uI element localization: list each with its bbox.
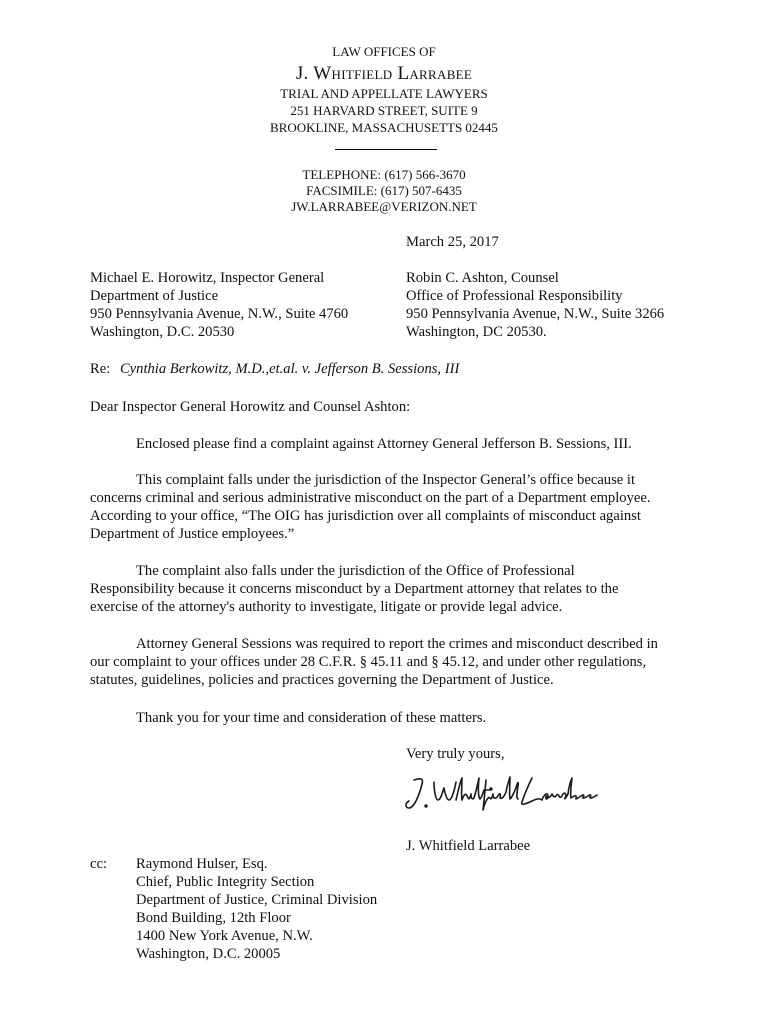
cc-line: Raymond Hulser, Esq. <box>136 856 268 872</box>
cc-line: Washington, D.C. 20005 <box>136 946 281 962</box>
body-paragraph <box>90 709 690 727</box>
re-label: Re: <box>90 361 111 377</box>
paragraph-line: According to your office, “The OIG has jurisdiction over all complaints of misconduct against <box>90 508 641 524</box>
paragraph-line: Responsibility because it concerns misconduct by a Department attorney that relates to the <box>90 581 619 597</box>
recipient-left-line: Washington, D.C. 20530 <box>90 324 235 340</box>
body-paragraph <box>90 471 690 543</box>
recipient-left-line: Department of Justice <box>90 288 219 304</box>
signatory-name: J. Whitfield Larrabee <box>406 838 531 854</box>
firm-email[interactable] <box>0 199 768 215</box>
recipient-left-line: 950 Pennsylvania Avenue, N.W., Suite 4760 <box>90 306 349 322</box>
email-link[interactable]: JW.LARRABEE@VERIZON.NET <box>291 199 477 214</box>
recipient-right-line: Robin C. Ashton, Counsel <box>406 270 559 286</box>
paragraph-line: Department of Justice employees.” <box>90 526 295 542</box>
cc-line: Department of Justice, Criminal Division <box>136 892 378 908</box>
recipient-left <box>90 269 348 341</box>
firm-subtitle: TRIAL AND APPELLATE LAWYERS <box>280 86 488 101</box>
firm-city: BROOKLINE, MASSACHUSETTS 02445 <box>270 120 498 135</box>
closing: Very truly yours, <box>406 746 505 762</box>
cc-label: cc: <box>90 856 108 872</box>
paragraph-line: Enclosed please find a complaint against Attorney General Jefferson B. Sessions, III. <box>136 436 632 452</box>
body-paragraph <box>90 562 690 616</box>
letterhead-divider <box>335 149 437 150</box>
signature-drawing <box>400 768 600 818</box>
firm-street: 251 HARVARD STREET, SUITE 9 <box>290 103 478 118</box>
recipient-right-line: Office of Professional Responsibility <box>406 288 623 304</box>
cc-line: Bond Building, 12th Floor <box>136 910 291 926</box>
paragraph-line: Attorney General Sessions was required to report the crimes and misconduct described in <box>136 636 658 652</box>
cc-address <box>136 855 377 963</box>
paragraph-line: The complaint also falls under the jurisdiction of the Office of Professional <box>136 563 575 579</box>
re-line <box>90 360 459 378</box>
recipient-right <box>406 269 664 341</box>
recipient-right-line: 950 Pennsylvania Avenue, N.W., Suite 3266 <box>406 306 665 322</box>
salutation: Dear Inspector General Horowitz and Counsel Ashton: <box>90 399 411 415</box>
paragraph-line: our complaint to your offices under 28 C.F.R. § 45.11 and § 45.12, and under other regulations, <box>90 654 647 670</box>
body-paragraph <box>90 635 690 689</box>
recipient-right-line: Washington, DC 20530. <box>406 324 547 340</box>
re-case: Cynthia Berkowitz, M.D.,et.al. v. Jefferson B. Sessions, III <box>119 361 460 377</box>
law-offices-label: LAW OFFICES OF <box>332 44 436 59</box>
letter-date: March 25, 2017 <box>406 234 499 250</box>
firm-facsimile: FACSIMILE: (617) 507-6435 <box>306 183 462 198</box>
cc-line: 1400 New York Avenue, N.W. <box>136 928 313 944</box>
recipient-left-line: Michael E. Horowitz, Inspector General <box>90 270 325 286</box>
body-paragraph <box>90 435 690 453</box>
paragraph-line: This complaint falls under the jurisdiction of the Inspector General’s office because it <box>136 472 636 488</box>
paragraph-line: exercise of the attorney's authority to investigate, litigate or provide legal advice. <box>90 599 563 615</box>
signature-image <box>400 768 600 818</box>
paragraph-line: Thank you for your time and consideration of these matters. <box>136 710 487 726</box>
paragraph-line: statutes, guidelines, policies and practices governing the Department of Justice. <box>90 672 554 688</box>
cc-line: Chief, Public Integrity Section <box>136 874 315 890</box>
firm-name: J. Whitfield Larrabee <box>295 63 473 84</box>
firm-telephone: TELEPHONE: (617) 566-3670 <box>302 167 466 182</box>
paragraph-line: concerns criminal and serious administrative misconduct on the part of a Department employee. <box>90 490 651 506</box>
